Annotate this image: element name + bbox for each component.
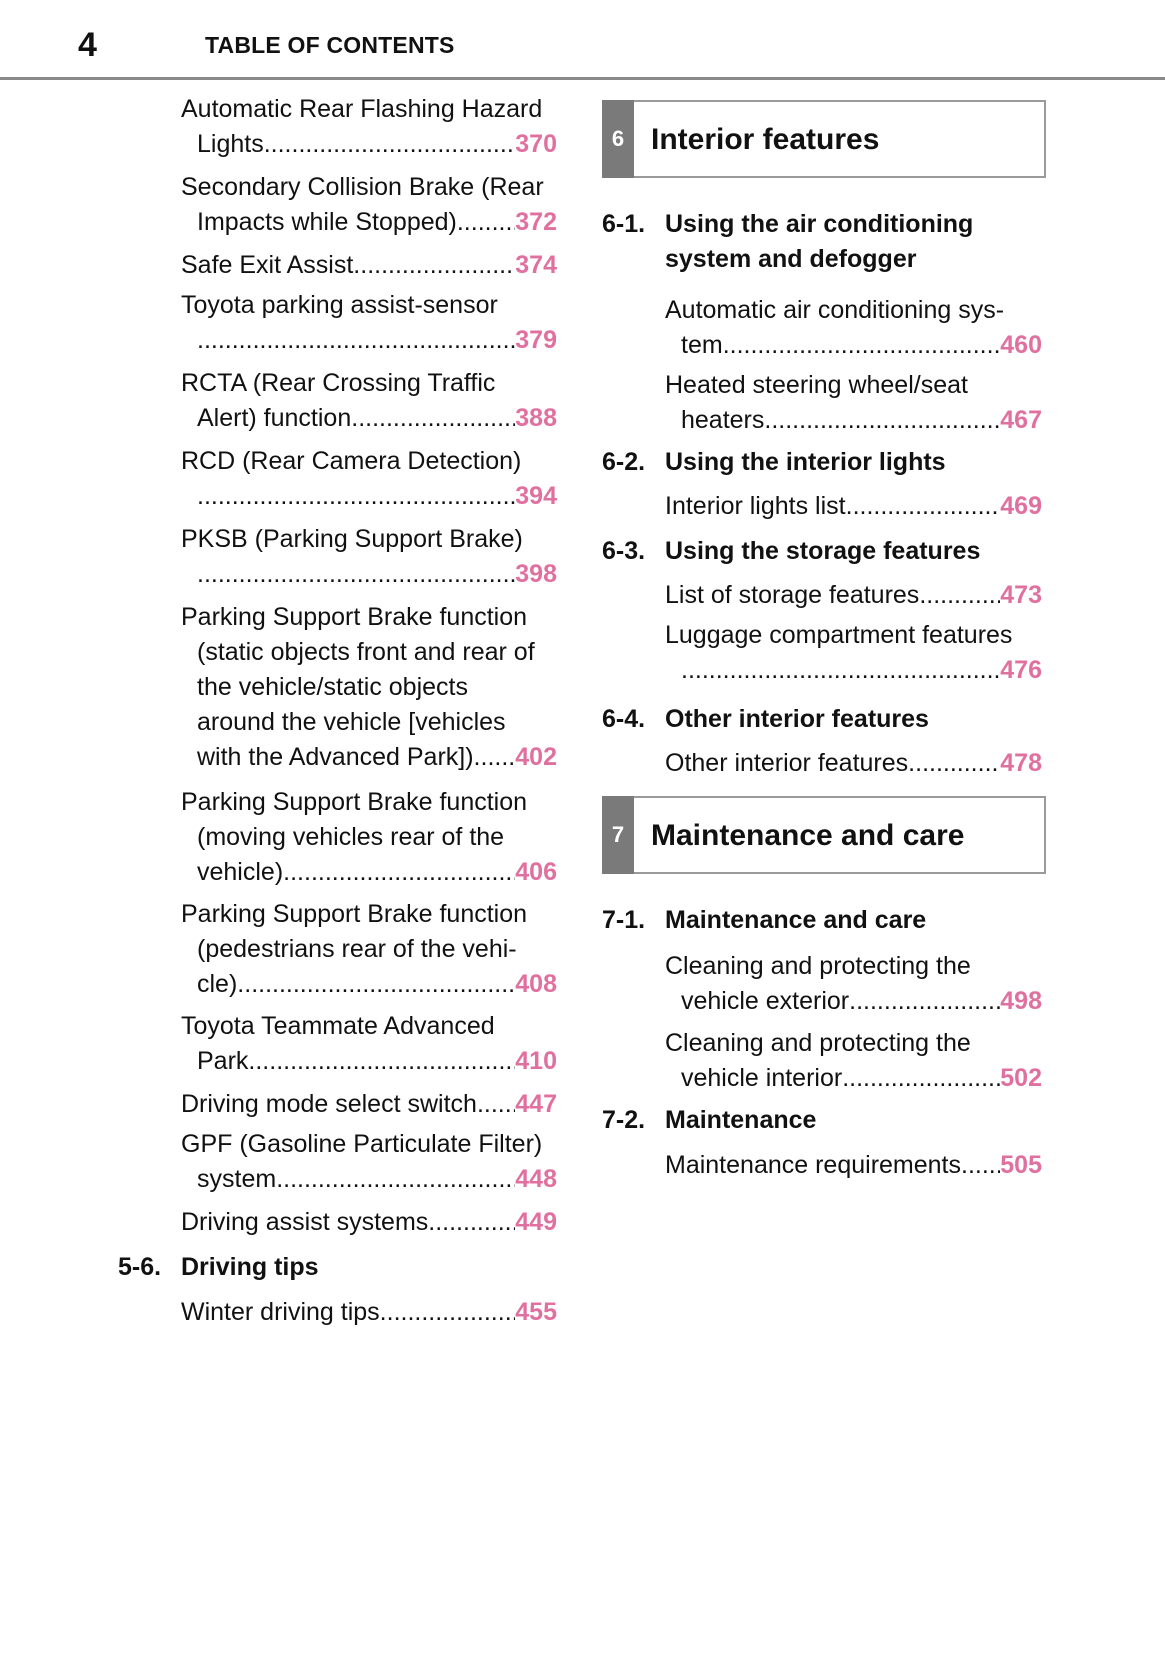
section-title[interactable]: Other interior features xyxy=(665,705,929,733)
toc-page-number[interactable]: 505 xyxy=(1000,1151,1042,1179)
toc-entry-text: vehicle exterior xyxy=(681,987,850,1015)
header-divider xyxy=(0,77,1165,80)
page-number: 4 xyxy=(78,26,97,64)
toc-entry-text: Driving assist systems xyxy=(181,1208,429,1236)
toc-page-number[interactable]: 478 xyxy=(1000,749,1042,777)
toc-entry-text: Secondary Collision Brake (Rear xyxy=(181,173,544,201)
section-number: 5-6. xyxy=(118,1253,162,1281)
toc-page-number[interactable]: 394 xyxy=(515,482,557,510)
toc-page-number[interactable]: 374 xyxy=(515,251,557,279)
section-number: 6-3. xyxy=(602,537,646,565)
toc-entry-text: PKSB (Parking Support Brake) xyxy=(181,525,523,553)
section-number: 7-2. xyxy=(602,1106,646,1134)
toc-entry-text: vehicle interior xyxy=(681,1064,843,1092)
toc-entry[interactable] xyxy=(181,170,557,240)
toc-entry-text: system xyxy=(197,1165,277,1193)
toc-entry[interactable] xyxy=(665,293,1042,363)
toc-entry[interactable] xyxy=(665,1148,1042,1183)
section-title[interactable]: Driving tips xyxy=(181,1253,319,1281)
toc-entry[interactable] xyxy=(181,444,557,514)
page-header xyxy=(0,0,1165,80)
toc-entry-text: (moving vehicles rear of the xyxy=(197,823,505,851)
toc-entry-text: Alert) function xyxy=(197,404,352,432)
dot-leader xyxy=(723,328,1001,363)
section-title[interactable]: Maintenance xyxy=(665,1106,817,1134)
toc-entry[interactable] xyxy=(181,1009,557,1079)
toc-entry-text: Safe Exit Assist xyxy=(181,251,354,279)
toc-entry-text: the vehicle/static objects xyxy=(197,673,468,701)
dot-leader xyxy=(283,855,515,890)
toc-entry[interactable] xyxy=(665,489,1042,524)
dot-leader xyxy=(681,653,1000,688)
toc-entry-text: RCD (Rear Camera Detection) xyxy=(181,447,522,475)
dot-leader xyxy=(264,127,516,162)
dot-leader xyxy=(919,578,1000,613)
toc-entry[interactable] xyxy=(181,1087,557,1122)
toc-page-number[interactable]: 372 xyxy=(515,208,557,236)
toc-page-number[interactable]: 469 xyxy=(1000,492,1042,520)
toc-entry-text: with the Advanced Park]) xyxy=(197,743,474,771)
toc-entry-text: tem xyxy=(681,331,723,359)
dot-leader xyxy=(197,479,515,514)
toc-entry-text: Winter driving tips xyxy=(181,1298,380,1326)
toc-entry-text: List of storage features xyxy=(665,581,920,609)
toc-page-number[interactable]: 455 xyxy=(515,1298,557,1326)
toc-page-number[interactable]: 410 xyxy=(515,1047,557,1075)
toc-page-number[interactable]: 449 xyxy=(515,1208,557,1236)
toc-entry-text: Lights xyxy=(197,130,264,158)
dot-leader xyxy=(849,984,1000,1019)
toc-entry-text: vehicle) xyxy=(197,858,284,886)
dot-leader xyxy=(197,557,515,592)
toc-entry[interactable] xyxy=(181,288,557,358)
toc-page-number[interactable]: 406 xyxy=(515,858,557,886)
dot-leader xyxy=(197,323,515,358)
toc-entry[interactable] xyxy=(181,1127,557,1197)
toc-entry-text: around the vehicle [vehicles xyxy=(197,708,506,736)
toc-entry[interactable] xyxy=(181,366,557,436)
toc-entry-text: Parking Support Brake function xyxy=(181,900,528,928)
toc-page-number[interactable]: 502 xyxy=(1000,1064,1042,1092)
toc-entry-text: Other interior features xyxy=(665,749,909,777)
toc-entry-text: Interior lights list xyxy=(665,492,846,520)
dot-leader xyxy=(380,1295,516,1330)
dot-leader xyxy=(842,1061,1000,1096)
dot-leader xyxy=(276,1162,515,1197)
toc-page-number[interactable]: 402 xyxy=(515,743,557,771)
toc-entry-text: heaters xyxy=(681,406,765,434)
toc-entry[interactable] xyxy=(181,92,557,162)
toc-page-number[interactable]: 460 xyxy=(1000,331,1042,359)
toc-page-number[interactable]: 398 xyxy=(515,560,557,588)
dot-leader xyxy=(237,967,515,1002)
toc-entry-text: Park xyxy=(197,1047,249,1075)
dot-leader xyxy=(961,1148,1000,1183)
dot-leader xyxy=(428,1205,515,1240)
toc-page-number[interactable]: 467 xyxy=(1000,406,1042,434)
section-title[interactable]: Using the air conditioning xyxy=(665,210,974,238)
toc-entry-text: (pedestrians rear of the vehi- xyxy=(197,935,517,963)
dot-leader xyxy=(908,746,1000,781)
toc-entry-text: Toyota Teammate Advanced xyxy=(181,1012,495,1040)
toc-entry-text: Cleaning and protecting the xyxy=(665,1029,971,1057)
toc-entry[interactable] xyxy=(181,897,557,1002)
toc-entry-text: (static objects front and rear of xyxy=(197,638,535,666)
toc-entry[interactable] xyxy=(665,949,1042,1019)
dot-leader xyxy=(474,740,516,775)
toc-page-number[interactable]: 473 xyxy=(1000,581,1042,609)
dot-leader xyxy=(846,489,1001,524)
chapter-number-tab: 6 xyxy=(602,100,634,178)
section-number: 6-1. xyxy=(602,210,646,238)
toc-page-number[interactable]: 476 xyxy=(1000,656,1042,684)
toc-entry[interactable] xyxy=(665,618,1042,688)
toc-entry-text: Heated steering wheel/seat xyxy=(665,371,968,399)
dot-leader xyxy=(477,1087,515,1122)
toc-entry-text: Parking Support Brake function xyxy=(181,788,528,816)
toc-entry[interactable] xyxy=(665,746,1042,781)
toc-entry[interactable] xyxy=(665,1026,1042,1096)
toc-entry-text: Impacts while Stopped) xyxy=(197,208,457,236)
toc-entry[interactable] xyxy=(181,248,557,283)
section-title[interactable]: Maintenance and care xyxy=(665,906,927,934)
chapter-title: Maintenance and care xyxy=(651,819,965,852)
toc-page-number[interactable]: 408 xyxy=(515,970,557,998)
toc-page-number[interactable]: 498 xyxy=(1000,987,1042,1015)
toc-entry[interactable] xyxy=(181,1205,557,1240)
section-title[interactable]: Using the storage features xyxy=(665,537,981,565)
toc-entry-text: cle) xyxy=(197,970,238,998)
toc-page-number[interactable]: 370 xyxy=(515,130,557,158)
toc-entry[interactable] xyxy=(181,1295,557,1330)
toc-page-number[interactable]: 447 xyxy=(515,1090,557,1118)
toc-page-number[interactable]: 379 xyxy=(515,326,557,354)
dot-leader xyxy=(353,248,515,283)
toc-entry[interactable] xyxy=(665,578,1042,613)
section-number: 7-1. xyxy=(602,906,646,934)
chapter-heading[interactable] xyxy=(602,796,1046,874)
dot-leader xyxy=(457,205,515,240)
toc-page-number[interactable]: 388 xyxy=(515,404,557,432)
chapter-title: Interior features xyxy=(651,123,880,156)
toc-entry[interactable] xyxy=(665,368,1042,438)
toc-entry-text: Cleaning and protecting the xyxy=(665,952,971,980)
toc-entry-text: Parking Support Brake function xyxy=(181,603,528,631)
chapter-heading[interactable] xyxy=(602,100,1046,178)
toc-page-number[interactable]: 448 xyxy=(515,1165,557,1193)
toc-entry-text: Maintenance requirements xyxy=(665,1151,961,1179)
dot-leader xyxy=(351,401,515,436)
section-number: 6-4. xyxy=(602,705,646,733)
chapter-number-tab: 7 xyxy=(602,796,634,874)
section-title[interactable]: system and defogger xyxy=(665,245,917,273)
dot-leader xyxy=(764,403,1000,438)
toc-entry[interactable] xyxy=(181,600,557,775)
dot-leader xyxy=(248,1044,515,1079)
toc-entry[interactable] xyxy=(181,522,557,592)
page-title: TABLE OF CONTENTS xyxy=(205,32,455,58)
toc-entry-text: Toyota parking assist-sensor xyxy=(181,291,498,319)
toc-entry-text: Automatic air conditioning sys- xyxy=(665,296,1005,324)
toc-entry-text: GPF (Gasoline Particulate Filter) xyxy=(181,1130,543,1158)
section-number: 6-2. xyxy=(602,448,646,476)
section-title[interactable]: Using the interior lights xyxy=(665,448,946,476)
toc-entry[interactable] xyxy=(181,785,557,890)
toc-entry-text: Automatic Rear Flashing Hazard xyxy=(181,95,543,123)
toc-entry-text: Luggage compartment features xyxy=(665,621,1013,649)
toc-entry-text: RCTA (Rear Crossing Traffic xyxy=(181,369,496,397)
toc-entry-text: Driving mode select switch xyxy=(181,1090,477,1118)
